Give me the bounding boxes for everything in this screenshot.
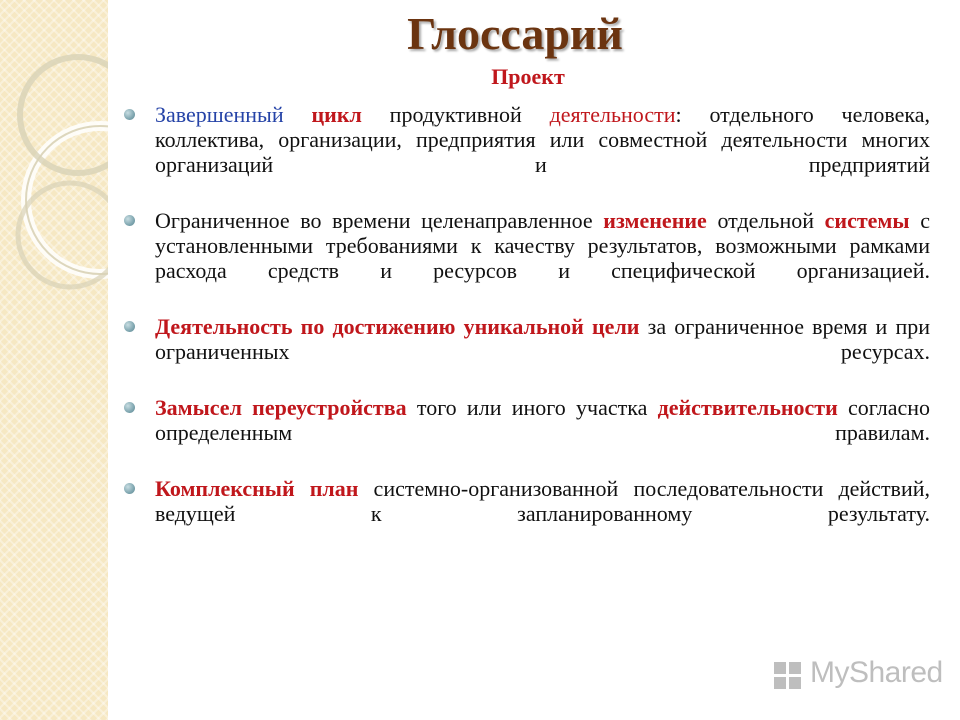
highlighted-term: действительности xyxy=(657,395,838,420)
bullet-icon xyxy=(124,321,135,332)
text-segment: Ограниченное во времени целенаправленное xyxy=(155,208,604,233)
item-text xyxy=(155,476,930,526)
text-segment: : отдельного человека, коллектива, организации, предприятия или совместной деятельности многих организаций и предприятий xyxy=(155,102,930,177)
watermark-text: MyShared xyxy=(810,656,943,689)
bullet-icon xyxy=(124,109,135,120)
highlighted-term: деятельности xyxy=(549,102,676,127)
list-item xyxy=(124,395,930,445)
item-text xyxy=(155,314,930,364)
decorative-rings xyxy=(0,0,108,720)
bullet-icon xyxy=(124,215,135,226)
list-item xyxy=(124,208,930,283)
item-text xyxy=(155,208,930,283)
text-segment: согласно определенным правилам. xyxy=(155,395,930,445)
list-item xyxy=(124,476,930,526)
bullet-icon xyxy=(124,483,135,494)
item-text xyxy=(155,395,930,445)
item-text xyxy=(155,102,930,177)
list-item xyxy=(124,102,930,177)
highlighted-term: системы xyxy=(824,208,910,233)
highlighted-term: Комплексный план xyxy=(155,476,359,501)
list-item xyxy=(124,314,930,364)
text-segment: за ограниченное время и при ограниченных ресурсах. xyxy=(155,314,930,364)
highlighted-term: Завершенный xyxy=(155,102,284,127)
definition-list xyxy=(124,102,930,526)
text-segment: с установленными требованиями к качеству результатов, возможными рамками расхода средств и ресурсов и специфической организацией. xyxy=(155,208,930,283)
highlighted-term: изменение xyxy=(603,208,707,233)
decorative-side-strip xyxy=(0,0,108,720)
bullet-icon xyxy=(124,402,135,413)
text-segment xyxy=(284,102,312,127)
slide-title: Глоссарий xyxy=(407,8,623,59)
mortarboard-icon xyxy=(772,660,804,690)
slide-subtitle: Проект xyxy=(491,64,565,89)
text-segment: отдельной xyxy=(706,208,825,233)
highlighted-term: Деятельность по достижению уникальной цели xyxy=(155,314,640,339)
text-segment: того или иного участка xyxy=(406,395,658,420)
watermark xyxy=(772,654,943,694)
highlighted-term: цикл xyxy=(311,102,362,127)
highlighted-term: Замысел переустройства xyxy=(155,395,407,420)
text-segment: системно-организованной последовательности действий, ведущей к запланированному результату. xyxy=(155,476,930,526)
text-segment: продуктивной xyxy=(361,102,550,127)
